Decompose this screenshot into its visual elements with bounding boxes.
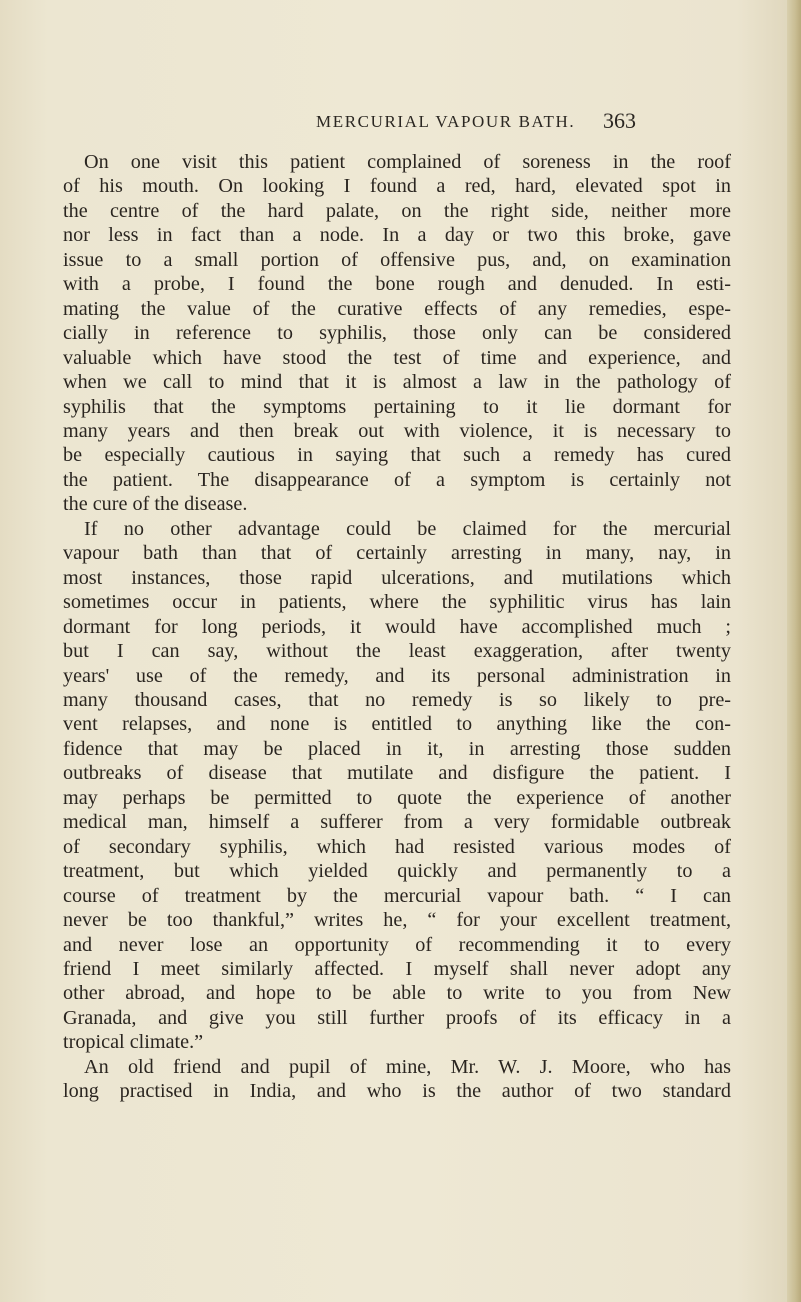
text-line: vapour bath than that of certainly arresting in many, nay, in [63,542,731,565]
text-line: syphilis that the symptoms pertaining to it lie dormant for [63,395,731,418]
page-header [0,108,801,138]
body-text [63,150,731,1104]
text-line: medical man, himself a sufferer from a very formidable outbreak [63,811,731,834]
text-line: treatment, but which yielded quickly and permanently to a [63,860,731,883]
text-line: other abroad, and hope to be able to write to you from New [63,982,731,1005]
text-line: vent relapses, and none is entitled to anything like the con- [63,713,731,736]
page-number: 363 [603,108,636,133]
text-line: of secondary syphilis, which had resisted various modes of [63,835,731,858]
text-line: friend I meet similarly affected. I myself shall never adopt any [63,957,731,980]
text-line: never be too thankful,” writes he, “ for your excellent treatment, [63,909,731,932]
text-line: issue to a small portion of offensive pus, and, on examination [63,248,731,271]
text-line: years' use of the remedy, and its personal administration in [63,664,731,687]
text-line: but I can say, without the least exaggeration, after twenty [63,640,731,663]
text-line: On one visit this patient complained of soreness in the roof [84,151,731,173]
text-line: tropical climate.” [63,1031,204,1054]
text-line: valuable which have stood the test of time and experience, and [63,346,731,369]
text-line: may perhaps be permitted to quote the experience of another [63,786,731,809]
text-line: dormant for long periods, it would have accomplished much ; [63,615,731,638]
text-line: Granada, and give you still further proofs of its efficacy in a [63,1006,731,1029]
text-line: course of treatment by the mercurial vapour bath. “ I can [63,884,731,907]
text-line: most instances, those rapid ulcerations, and mutilations which [63,566,731,589]
text-line: of his mouth. On looking I found a red, hard, elevated spot in [63,175,731,198]
running-head: MERCURIAL VAPOUR BATH. [316,112,576,131]
text-line: and never lose an opportunity of recommending it to every [63,933,731,956]
text-line: when we call to mind that it is almost a law in the pathology of [63,371,731,394]
text-line: the cure of the disease. [63,493,248,516]
text-line: An old friend and pupil of mine, Mr. W. J. Moore, who has [84,1055,731,1078]
text-line: the centre of the hard palate, on the right side, neither more [63,199,731,222]
text-line: the patient. The disappearance of a symptom is certainly not [63,468,731,491]
text-line: outbreaks of disease that mutilate and disfigure the patient. I [63,762,731,785]
page-edge [787,0,801,1302]
text-line: fidence that may be placed in it, in arresting those sudden [63,737,731,760]
text-line: sometimes occur in patients, where the syphilitic virus has lain [63,591,731,614]
text-line: long practised in India, and who is the author of two standard [63,1080,731,1103]
text-line: be especially cautious in saying that such a remedy has cured [63,444,731,467]
text-line: many thousand cases, that no remedy is so likely to pre- [63,688,731,711]
text-line: cially in reference to syphilis, those only can be considered [63,322,731,345]
text-line: If no other advantage could be claimed for the mercurial [84,517,731,540]
text-line: many years and then break out with violence, it is necessary to [63,419,731,442]
text-line: mating the value of the curative effects of any remedies, espe- [63,297,731,320]
text-line: nor less in fact than a node. In a day or two this broke, gave [63,224,731,247]
text-line: with a probe, I found the bone rough and denuded. In esti- [63,273,731,296]
